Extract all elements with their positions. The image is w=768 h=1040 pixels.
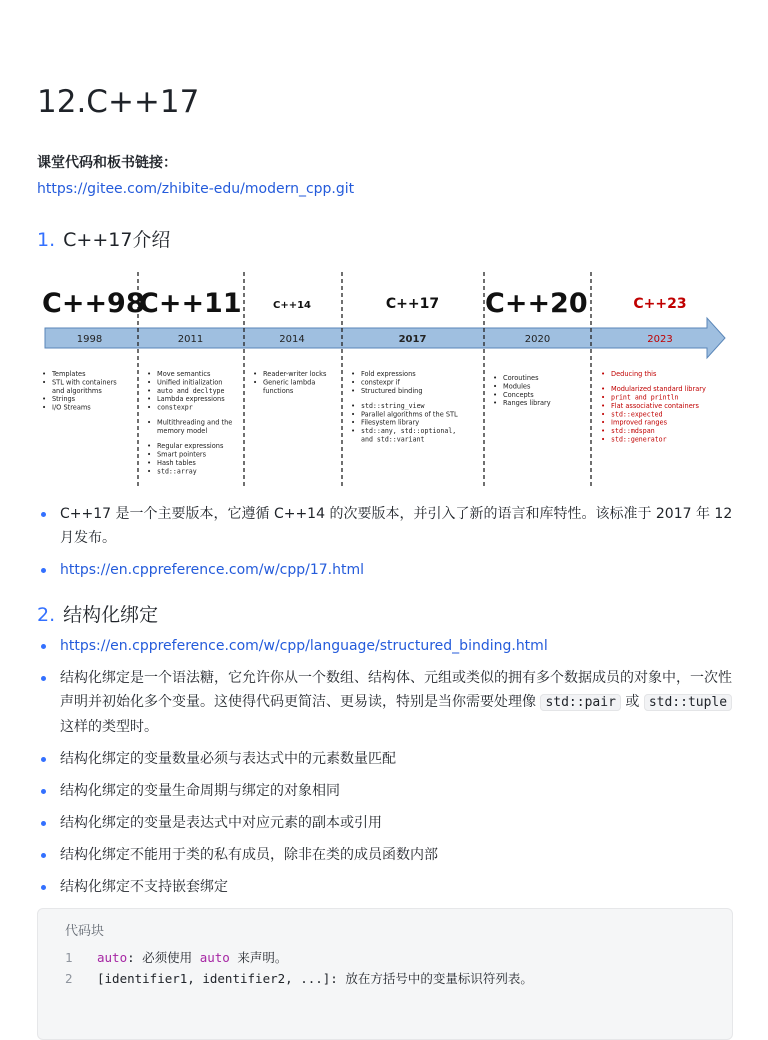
era-feature: functions <box>263 386 294 395</box>
course-link[interactable]: https://gitee.com/zhibite-edu/modern_cpp.git <box>37 181 355 197</box>
bullet-dot: • <box>351 427 356 436</box>
section-2-title: 结构化绑定 <box>63 604 159 626</box>
bullet-dot: • <box>351 401 356 410</box>
bullet-dot: • <box>42 403 47 412</box>
bullet-dot: • <box>601 401 606 410</box>
era-year: 2020 <box>524 334 551 345</box>
bullet-dot: • <box>42 370 47 378</box>
era-feature: Flat associative containers <box>611 401 699 410</box>
bullet-dot: • <box>147 378 152 387</box>
structured-binding-link[interactable]: https://en.cppreference.com/w/cpp/language/structured_binding.html <box>60 638 548 654</box>
era-feature: memory model <box>157 427 208 436</box>
code-text: : 必须使用 <box>127 950 200 965</box>
era-feature: Concepts <box>503 390 534 399</box>
timeline-arrow <box>45 318 725 358</box>
bullet-dot: • <box>351 410 356 419</box>
era-feature: I/O Streams <box>52 403 91 412</box>
era-feature: std::mdspan <box>611 427 655 436</box>
list-item: C++17 是一个主要版本，它遵循 C++14 的次要版本，并引入了新的语言和库特性。该标准于 2017 年 12 月发布。 <box>37 502 737 550</box>
era-feature: constexpr <box>157 403 193 412</box>
era-feature: std::generator <box>611 435 667 444</box>
bullet-dot: • <box>147 370 152 378</box>
code-block-title: 代码块 <box>65 924 105 939</box>
code-text: [identifier1, identifier2, ...]: 放在方括号中的变量标识符列表。 <box>97 971 533 986</box>
bullet-dot: • <box>601 435 606 444</box>
list-item: 结构化绑定的变量数量必须与表达式中的元素数量匹配 <box>37 747 737 771</box>
era-feature: Filesystem library <box>361 418 420 427</box>
era-name: C++20 <box>485 288 588 319</box>
era-feature: Modules <box>503 382 531 391</box>
era-year: 2017 <box>398 334 427 345</box>
desc-pre: 结构化绑定是一个语法糖，它允许你从一个数组、结构体、元组或类似的拥有多个数据成员的对象中，一次性声明并初始化多个变量。这使得代码更简洁、更易读，特别是当你需要处理像 <box>60 670 732 710</box>
era-feature: Lambda expressions <box>157 395 225 404</box>
bullet-dot: • <box>351 370 356 378</box>
era-feature: Templates <box>52 370 86 378</box>
bullet-dot: • <box>601 427 606 436</box>
era-feature: Reader-writer locks <box>263 370 327 378</box>
code-block[interactable] <box>37 908 733 1040</box>
era-feature: Generic lambda <box>263 378 316 387</box>
era-name: C++11 <box>139 288 242 319</box>
era-feature: constexpr if <box>361 378 400 387</box>
section-2-heading <box>37 600 158 627</box>
era-feature: Ranges library <box>503 399 551 408</box>
bullet-dot: • <box>147 386 152 395</box>
course-label: 课堂代码和板书链接： <box>37 155 177 171</box>
bullet-dot: • <box>601 418 606 427</box>
section-1-bullets <box>37 502 737 582</box>
era-name: C++23 <box>633 296 687 312</box>
timeline-svg <box>37 268 737 498</box>
era-feature: and algorithms <box>52 386 102 395</box>
bullet-dot: • <box>42 378 47 387</box>
keyword: auto <box>199 950 230 965</box>
section-1-number: 1. <box>37 229 56 251</box>
section-2-bullets <box>37 634 737 899</box>
cpp17-link[interactable]: https://en.cppreference.com/w/cpp/17.html <box>60 562 365 578</box>
era-feature: Parallel algorithms of the STL <box>361 410 458 419</box>
list-item: 结构化绑定的变量生命周期与绑定的对象相同 <box>37 779 737 803</box>
bullet-dot: • <box>42 395 47 404</box>
bullet-dot: • <box>147 442 152 451</box>
bullet-dot: • <box>601 393 606 402</box>
bullet-dot: • <box>601 385 606 394</box>
code-line-2 <box>65 969 533 987</box>
era-feature: Strings <box>52 395 76 404</box>
desc-post: 这样的类型时。 <box>60 719 158 735</box>
era-year: 2023 <box>647 334 673 345</box>
era-name: C++17 <box>385 296 440 312</box>
bullet-dot: • <box>147 459 152 468</box>
era-feature: Multithreading and the <box>157 418 233 427</box>
era-feature: Structured binding <box>361 386 423 395</box>
code-line-1 <box>65 948 287 966</box>
list-item: 结构化绑定不支持嵌套绑定 <box>37 875 737 899</box>
bullet-dot: • <box>147 450 152 459</box>
desc-mid: 或 <box>620 694 644 710</box>
section-2-number: 2. <box>37 604 56 626</box>
keyword: auto <box>97 950 128 965</box>
era-feature: Fold expressions <box>361 370 416 378</box>
era-name: C++14 <box>272 300 312 311</box>
era-feature: Improved ranges <box>611 418 668 427</box>
era-feature: std::expected <box>611 410 663 419</box>
bullet-dot: • <box>351 418 356 427</box>
section-1-heading <box>37 225 170 252</box>
era-feature: and std::variant <box>361 435 425 444</box>
bullet-dot: • <box>493 382 498 391</box>
era-year: 2014 <box>279 334 305 345</box>
era-feature: STL with containers <box>52 378 117 387</box>
list-item <box>37 634 737 658</box>
inline-code-pair: std::pair <box>540 694 620 711</box>
bullet-dot: • <box>493 374 498 382</box>
list-item: 结构化绑定不能用于类的私有成员，除非在类的成员函数内部 <box>37 843 737 867</box>
era-feature: std::array <box>157 467 197 476</box>
line-number: 1 <box>65 950 73 965</box>
era-feature: auto and decltype <box>157 386 225 395</box>
era-feature: std::string_view <box>361 401 425 410</box>
list-item <box>37 558 737 582</box>
bullet-dot: • <box>493 390 498 399</box>
era-year: 1998 <box>76 334 103 345</box>
bullet-dot: • <box>253 378 258 387</box>
list-item: 结构化绑定的变量是表达式中对应元素的副本或引用 <box>37 811 737 835</box>
line-number: 2 <box>65 971 73 986</box>
bullet-dot: • <box>351 386 356 395</box>
bullet-dot: • <box>147 403 152 412</box>
cpp-timeline-figure <box>37 268 737 498</box>
bullet-dot: • <box>147 395 152 404</box>
era-feature: Hash tables <box>157 459 196 468</box>
era-year: 2011 <box>177 334 204 345</box>
bullet-dot: • <box>351 378 356 387</box>
list-item <box>37 666 737 739</box>
bullet-dot: • <box>147 418 152 427</box>
bullet-dot: • <box>493 399 498 408</box>
era-feature: Smart pointers <box>157 450 207 459</box>
era-feature: print and println <box>611 393 679 402</box>
era-feature: Modularized standard library <box>611 385 706 394</box>
bullet-dot: • <box>147 467 152 476</box>
era-feature: Unified initialization <box>157 378 223 387</box>
era-feature: Move semantics <box>157 370 211 378</box>
page-title: 12.C++17 <box>37 84 200 120</box>
era-feature: Coroutines <box>503 374 539 382</box>
section-1-title: C++17介绍 <box>63 229 171 251</box>
era-feature: std::any, std::optional, <box>361 427 457 436</box>
bullet-dot: • <box>253 370 258 378</box>
bullet-dot: • <box>601 370 606 378</box>
code-text: 来声明。 <box>229 950 288 965</box>
inline-code-tuple: std::tuple <box>644 694 732 711</box>
era-feature: Regular expressions <box>157 442 224 451</box>
bullet-dot: • <box>601 410 606 419</box>
era-feature: Deducing this <box>611 370 657 378</box>
era-name: C++98 <box>42 288 145 319</box>
